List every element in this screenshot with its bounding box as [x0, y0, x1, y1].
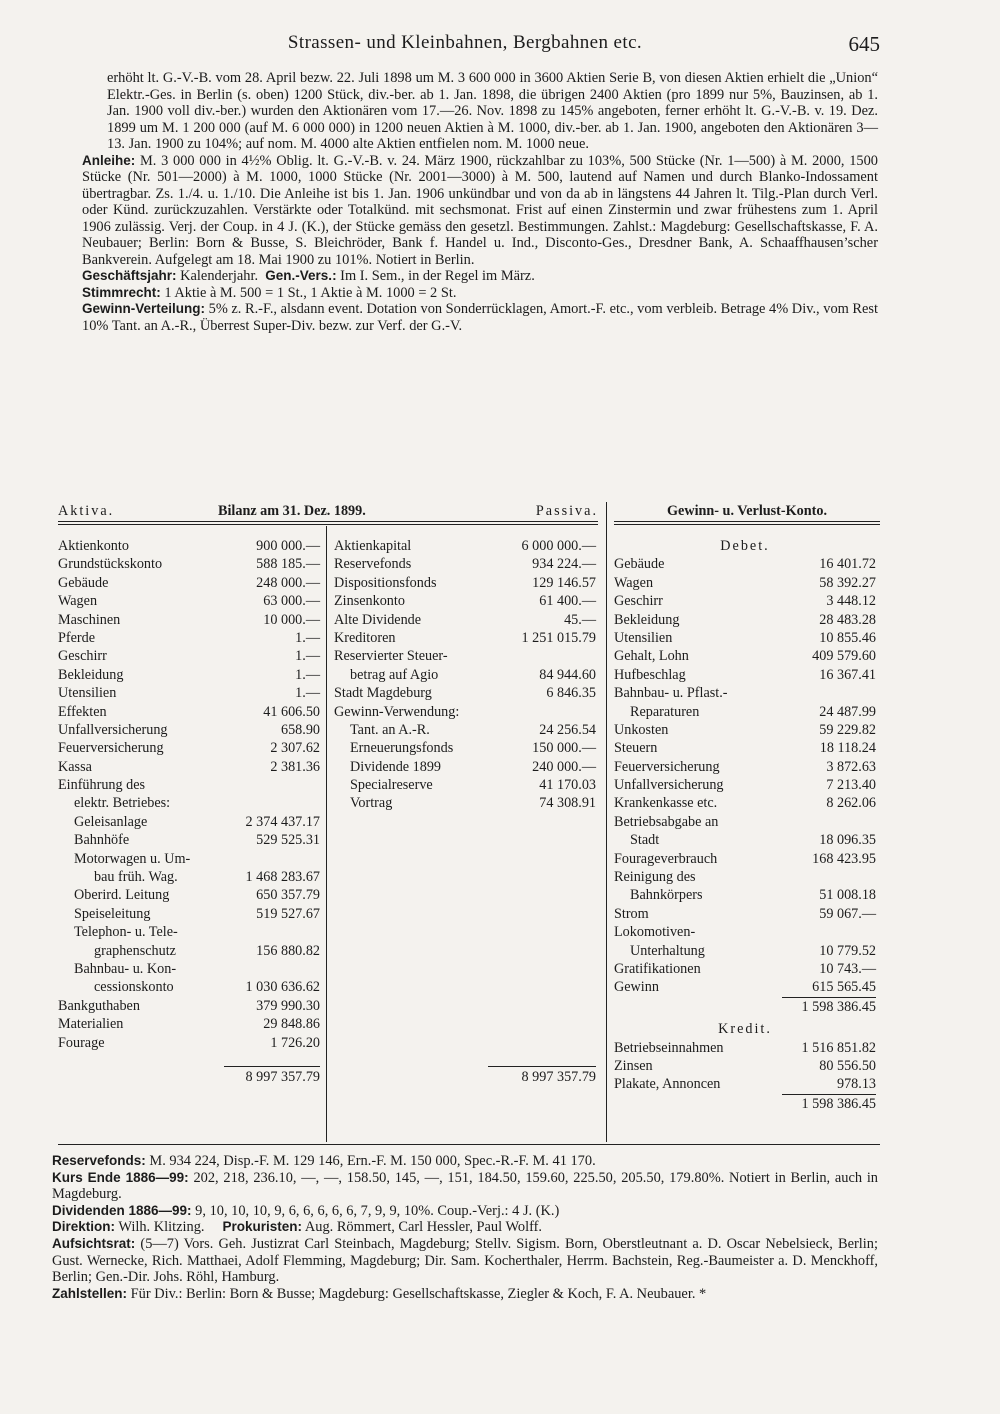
- aktiva-row-amount: 1.—: [295, 629, 320, 646]
- debet-row: [614, 739, 876, 757]
- debet-row: [614, 611, 876, 629]
- geschaeftsjahr-label: Geschäftsjahr:: [82, 268, 177, 283]
- debet-row-amount: 3 448.12: [826, 593, 876, 610]
- aktiva-row-label: Kassa: [58, 758, 92, 775]
- debet-row-amount: 51 008.18: [819, 887, 876, 904]
- passiva-total: 8 997 357.79: [521, 1069, 596, 1085]
- passiva-row: [334, 592, 596, 610]
- kredit-row: [614, 1039, 876, 1057]
- passiva-row-amount: 1 251 015.79: [521, 629, 596, 646]
- debet-row-amount: 24 487.99: [819, 703, 876, 720]
- debet-row-amount: 409 579.60: [812, 648, 876, 665]
- debet-row-label: Bahnbau- u. Pflast.-: [614, 685, 728, 702]
- aktiva-row: [58, 794, 320, 812]
- passiva-row-label: Aktienkapital: [334, 538, 412, 554]
- passiva-label: Passiva.: [535, 503, 598, 519]
- bilanz-title: Bilanz am 31. Dez. 1899.: [218, 503, 366, 519]
- direktion-label: Direktion:: [52, 1219, 116, 1235]
- aktiva-row-label: Bankguthaben: [58, 997, 140, 1014]
- debet-row-amount: 58 392.27: [819, 574, 876, 591]
- zahlstellen-paragraph: [52, 1286, 878, 1303]
- debet-row: [614, 794, 876, 812]
- reservefonds-label: Reservefonds:: [52, 1153, 146, 1168]
- passiva-row-label: Specialreserve: [350, 777, 433, 794]
- passiva-row-amount: 61 400.—: [539, 593, 596, 610]
- passiva-row-amount: 84 944.60: [539, 666, 596, 683]
- passiva-row: [334, 721, 596, 739]
- page-header: [50, 32, 880, 58]
- aktiva-column: [58, 537, 320, 1052]
- aktiva-row-amount: 248 000.—: [256, 574, 320, 591]
- aktiva-row: [58, 721, 320, 739]
- aktiva-row-amount: 156 880.82: [256, 942, 320, 959]
- passiva-row: [334, 776, 596, 794]
- debet-row: [614, 850, 876, 868]
- anleihe-text: M. 3 000 000 in 4½% Oblig. lt. G.-V.-B. v. 24. März 1900, rückzahlbar zu 103%, 500 Stücke (Nr. 1—500) à M. 2000, 1500 Stücke (Nr. 501—2000) à M. 1000, 1000 Stücke (Nr. 2001—3000) à M. 500, lautend auf Namen und durch Blanko-Indossament übertragbar. Zs. 1./4. u. 1./10. Die Anleihe ist bis 1. Jan. 1906 unkündbar und von da ab in längstens 44 Jahren lt. Tilg.-Plan durch Verl. oder Künd. zurückzuzahlen. Verstärkte oder Totalkünd. mit sechsmonat. Frist auf einen Zinstermin und zwar frühestens zum 1. April 1906 zulässig. Verj. der Coup. in 4 J. (K.), der Stücke gemäss den gesetzl. Bestimmungen. Zahlst.: Magdeburg: Gesellschaftskasse, F. A. Neubauer; Berlin: Born & Busse, S. Bleichröder, Bank f. Handel u. Ind., Disconto-Ges., Dresdner Bank, A. Schaaffhausen’scher Bankverein. Aufgelegt am 18. Mai 1900 zu 101%. Notiert in Berlin.: [82, 152, 878, 268]
- aktiva-row: [58, 629, 320, 647]
- aktiva-row: [58, 776, 320, 794]
- aktiva-row-amount: 1 030 636.62: [245, 979, 320, 996]
- kredit-list: [614, 1039, 876, 1094]
- debet-row-label: Lokomotiven-: [614, 924, 696, 941]
- anleihe-paragraph: [82, 153, 878, 269]
- running-title: Strassen- und Kleinbahnen, Bergbahnen etc.: [287, 32, 643, 53]
- passiva-row: [334, 555, 596, 573]
- debet-row-label: Utensilien: [614, 629, 673, 646]
- page-number: 645: [848, 32, 880, 56]
- passiva-row-amount: 45.—: [564, 611, 596, 628]
- company-details-top: [82, 70, 878, 334]
- passiva-row: [334, 574, 596, 592]
- aktiva-row-amount: 529 525.31: [256, 832, 320, 849]
- aktiva-row: [58, 905, 320, 923]
- aktiva-row: [58, 886, 320, 904]
- debet-row-label: Gehalt, Lohn: [614, 648, 689, 665]
- dividenden-line: [52, 1203, 878, 1220]
- kredit-total: 1 598 386.45: [801, 1095, 876, 1112]
- debet-row-label: Betriebsabgabe an: [614, 813, 719, 830]
- debet-row-label: Steuern: [614, 740, 658, 757]
- kredit-label: Kredit.: [718, 1021, 772, 1038]
- aktiva-row-label: bau früh. Wag.: [94, 869, 178, 886]
- kredit-row: [614, 1057, 876, 1075]
- aktiva-row-amount: 588 185.—: [256, 556, 320, 573]
- passiva-sum-rule: [488, 1066, 596, 1067]
- bilanz-top-rule-2: [58, 524, 598, 525]
- aktiva-row-amount: 1.—: [295, 685, 320, 702]
- stimmrecht-text: 1 Aktie à M. 500 = 1 St., 1 Aktie à M. 1000 = 2 St.: [164, 284, 457, 301]
- passiva-total-row: [334, 1068, 596, 1086]
- prokuristen-text: Aug. Römmert, Carl Hessler, Paul Wolff.: [304, 1219, 543, 1236]
- aktiva-row-amount: 2 374 437.17: [245, 813, 320, 830]
- debet-row: [614, 647, 876, 665]
- debet-row-label: Reinigung des: [614, 869, 696, 886]
- bilanz-divider: [326, 526, 327, 1142]
- aktiva-row-amount: 1 468 283.67: [245, 869, 320, 886]
- passiva-row-amount: 129 146.57: [532, 574, 596, 591]
- bilanz-guv-divider: [606, 502, 607, 1142]
- aktiva-row-label: Oberird. Leitung: [74, 887, 170, 904]
- aktiva-row: [58, 850, 320, 868]
- aktiva-row-amount: 1.—: [295, 648, 320, 665]
- aktiva-row-label: Fourage: [58, 1034, 105, 1051]
- passiva-row: [334, 739, 596, 757]
- aktiva-row: [58, 739, 320, 757]
- debet-row-label: Unkosten: [614, 721, 669, 738]
- debet-row: [614, 592, 876, 610]
- geschaeftsjahr-line: [82, 268, 878, 285]
- stimmrecht-line: [82, 285, 878, 302]
- passiva-row-label: Erneuerungsfonds: [350, 740, 454, 757]
- debet-row: [614, 555, 876, 573]
- bilanz-top-rule: [58, 521, 598, 522]
- aufsichtsrat-label: Aufsichtsrat:: [52, 1235, 136, 1251]
- aktiva-row: [58, 611, 320, 629]
- debet-row-amount: 59 067.—: [819, 905, 876, 922]
- kredit-row-label: Zinsen: [614, 1057, 653, 1074]
- aktiva-row-label: Bahnhöfe: [74, 832, 130, 849]
- aktiva-row-label: Materialien: [58, 1016, 124, 1033]
- kurs-label: Kurs Ende 1886—99:: [52, 1169, 189, 1185]
- passiva-row-amount: 150 000.—: [532, 740, 596, 757]
- debet-row-label: Geschirr: [614, 593, 663, 610]
- aktiva-row-label: Bahnbau- u. Kon-: [74, 960, 177, 977]
- passiva-column: [334, 537, 596, 813]
- debet-row: [614, 721, 876, 739]
- debet-row-amount: 18 096.35: [819, 832, 876, 849]
- debet-row-label: Stadt: [630, 832, 660, 849]
- gen-vers-text: Im I. Sem., in der Regel im März.: [340, 268, 535, 284]
- capital-increase-paragraph: erhöht lt. G.-V.-B. vom 28. April bezw. 22. Juli 1898 um M. 3 600 000 in 3600 Aktien Serie B, von diesen Aktien erhielt die „Union“ Elektr.-Ges. in Berlin (s. oben) 1200 Stück, div.-ber. ab 1. Jan. 1898, die übrigen 2400 Aktien (pro 1899 nur 5%, Bauzinsen, ab 1. Jan. 1900 voll div.-ber.) wurden den Aktionären vom 17.—26. Nov. 1898 zu 145% angeboten, ferner erhöht lt. G.-V.-B. v. 19. Dez. 1899 um M. 1 200 000 (auf M. 6 000 000) in 1200 neuen Aktien à M. 1000, div.-ber. ab 1. Jan. 1900, angeboten den Aktionären 3—13. Jan. 1900 zu 104%; auf nom. M. 4000 alte Aktien entfielen nom. M. 1000 neue.: [107, 70, 878, 152]
- passiva-row-amount: 24 256.54: [539, 721, 596, 738]
- aktiva-row: [58, 703, 320, 721]
- aktiva-row-label: Maschinen: [58, 611, 121, 628]
- aktiva-label: Aktiva.: [58, 503, 115, 519]
- aktiva-row: [58, 758, 320, 776]
- passiva-row-amount: 6 000 000.—: [521, 538, 596, 554]
- aktiva-row: [58, 1015, 320, 1033]
- debet-row: [614, 574, 876, 592]
- debet-row-label: Hufbeschlag: [614, 666, 686, 683]
- aktiva-row-amount: 658.90: [280, 721, 320, 738]
- kredit-total-row: [614, 1095, 876, 1113]
- bilanz-header: [58, 502, 598, 522]
- debet-total: 1 598 386.45: [801, 998, 876, 1015]
- zahlstellen-label: Zahlstellen:: [52, 1285, 128, 1301]
- kurs-line: [52, 1170, 878, 1203]
- reservefonds-line: [52, 1153, 878, 1170]
- debet-row-label: Fourageverbrauch: [614, 850, 718, 867]
- aktiva-row-label: Pferde: [58, 629, 96, 646]
- passiva-row: [334, 684, 596, 702]
- aktiva-sum-rule: [224, 1066, 320, 1067]
- passiva-row: [334, 647, 596, 665]
- geschaeftsjahr-text: Kalenderjahr.: [180, 268, 259, 284]
- debet-row-amount: 28 483.28: [819, 611, 876, 628]
- passiva-row-label: Dividende 1899: [350, 758, 442, 775]
- aktiva-row-amount: 63 000.—: [263, 593, 320, 610]
- aktiva-row: [58, 978, 320, 996]
- passiva-row-label: Reservierter Steuer-: [334, 648, 448, 665]
- debet-row: [614, 831, 876, 849]
- kredit-row: [614, 1075, 876, 1093]
- debet-row-label: Feuerversicherung: [614, 758, 720, 775]
- debet-row: [614, 868, 876, 886]
- direktion-line: [52, 1219, 878, 1236]
- passiva-row: [334, 666, 596, 684]
- aktiva-row: [58, 647, 320, 665]
- gewinn-verteilung-label: Gewinn-Verteilung:: [82, 301, 206, 316]
- passiva-row-amount: 934 224.—: [532, 556, 596, 573]
- aktiva-row: [58, 592, 320, 610]
- debet-row-amount: 18 118.24: [819, 740, 876, 757]
- debet-row-label: Strom: [614, 905, 649, 922]
- aktiva-row: [58, 923, 320, 941]
- aktiva-row-label: Gebäude: [58, 574, 109, 591]
- debet-row-amount: 16 367.41: [819, 666, 876, 683]
- zahlstellen-text: Für Div.: Berlin: Born & Busse; Magdeburg: Gesellschaftskasse, Ziegler & Koch, F. A. Neubauer. *: [130, 1285, 707, 1302]
- aktiva-row-label: cessionskonto: [94, 979, 174, 996]
- debet-total-row: [614, 998, 876, 1016]
- aktiva-row-amount: 379 990.30: [256, 997, 320, 1014]
- debet-row-label: Bekleidung: [614, 611, 680, 628]
- debet-row-label: Unfallversicherung: [614, 777, 724, 794]
- kredit-row-amount: 978.13: [836, 1076, 876, 1093]
- debet-row-label: Wagen: [614, 574, 654, 591]
- aktiva-row-amount: 29 848.86: [263, 1016, 320, 1033]
- aktiva-row-label: Motorwagen u. Um-: [74, 850, 191, 867]
- dividenden-text: 9, 10, 10, 10, 9, 6, 6, 6, 6, 6, 7, 9, 9, 10%. Coup.-Verj.: 4 J. (K.): [195, 1202, 560, 1219]
- direktion-text: Wilh. Klitzing.: [118, 1219, 205, 1236]
- debet-row: [614, 703, 876, 721]
- passiva-row: [334, 611, 596, 629]
- aktiva-row-amount: 10 000.—: [263, 611, 320, 628]
- aufsichtsrat-paragraph: [52, 1236, 878, 1286]
- passiva-row-amount: 240 000.—: [532, 758, 596, 775]
- debet-row: [614, 776, 876, 794]
- aktiva-row-label: Feuerversicherung: [58, 740, 164, 757]
- passiva-row-label: Reservefonds: [334, 556, 412, 573]
- kurs-text: 202, 218, 236.10, —, —, 158.50, 145, —, 151, 184.50, 159.60, 225.50, 205.50, 179.80%. Notiert in Berlin, auch in Magdeburg.: [52, 1169, 879, 1203]
- debet-row-label: Unterhaltung: [630, 942, 705, 959]
- aktiva-row-amount: 1 726.20: [270, 1034, 320, 1051]
- aktiva-row-label: Einführung des: [58, 777, 146, 794]
- aktiva-row-label: Geschirr: [58, 648, 107, 665]
- debet-label: Debet.: [720, 538, 770, 554]
- debet-row-amount: 16 401.72: [819, 556, 876, 573]
- debet-row-label: Krankenkasse etc.: [614, 795, 718, 812]
- gewinn-verteilung-text: 5% z. R.-F., alsdann event. Dotation von Sonderrücklagen, Amort.-F. etc., vom verbleib. Betrage 4% Div., vom Rest 10% Tant. an A.-R., Überrest Super-Div. bezw. zur Verf. der G.-V.: [82, 301, 879, 334]
- aktiva-row: [58, 666, 320, 684]
- aktiva-row: [58, 960, 320, 978]
- guv-top-rule: [614, 521, 880, 522]
- passiva-row-label: Kreditoren: [334, 629, 396, 646]
- debet-list: [614, 555, 876, 996]
- aktiva-row-amount: 41 606.50: [263, 703, 320, 720]
- aktiva-row-amount: 650 357.79: [256, 887, 320, 904]
- debet-row: [614, 629, 876, 647]
- tables-bottom-rule: [58, 1144, 880, 1145]
- aktiva-row: [58, 997, 320, 1015]
- guv-column: [614, 537, 876, 1113]
- financial-tables: [58, 502, 880, 1147]
- aktiva-row-label: Grundstückskonto: [58, 556, 163, 573]
- guv-title: Gewinn- u. Verlust-Konto.: [666, 503, 828, 519]
- anleihe-label: Anleihe:: [82, 152, 136, 168]
- aktiva-row-label: Aktienkonto: [58, 538, 129, 554]
- debet-row-label: Bahnkörpers: [630, 887, 703, 904]
- debet-row: [614, 978, 876, 996]
- passiva-row: [334, 794, 596, 812]
- debet-row: [614, 942, 876, 960]
- kredit-row-label: Betriebseinnahmen: [614, 1039, 724, 1056]
- debet-row-amount: 3 872.63: [826, 758, 876, 775]
- aktiva-row-label: Wagen: [58, 593, 98, 610]
- aktiva-row-amount: 2 381.36: [270, 758, 320, 775]
- debet-row: [614, 813, 876, 831]
- aktiva-row: [58, 831, 320, 849]
- debet-row: [614, 758, 876, 776]
- passiva-row-label: Vortrag: [350, 795, 393, 812]
- passiva-row-amount: 41 170.03: [539, 777, 596, 794]
- passiva-row: [334, 703, 596, 721]
- debet-row-label: Reparaturen: [630, 703, 700, 720]
- aktiva-row-label: Speiseleitung: [74, 905, 151, 922]
- aktiva-row-label: Telephon- u. Tele-: [74, 924, 178, 941]
- debet-row: [614, 666, 876, 684]
- debet-row-amount: 168 423.95: [812, 850, 876, 867]
- prokuristen-label: Prokuristen:: [222, 1219, 303, 1235]
- gewinn-verteilung-paragraph: [82, 301, 878, 334]
- aktiva-row: [58, 537, 320, 555]
- passiva-row-amount: 6 846.35: [546, 685, 596, 702]
- debet-row-amount: 10 855.46: [819, 629, 876, 646]
- passiva-row-label: Stadt Magdeburg: [334, 685, 432, 702]
- gen-vers-label: Gen.-Vers.:: [265, 268, 337, 283]
- debet-row-amount: 59 229.82: [819, 721, 876, 738]
- passiva-row-label: Zinsenkonto: [334, 593, 405, 610]
- debet-row: [614, 960, 876, 978]
- dividenden-label: Dividenden 1886—99:: [52, 1202, 192, 1218]
- kredit-row-amount: 1 516 851.82: [801, 1039, 876, 1056]
- debet-row-amount: 7 213.40: [826, 777, 876, 794]
- aktiva-row: [58, 1034, 320, 1052]
- passiva-row-label: betrag auf Agio: [350, 666, 439, 683]
- debet-row: [614, 684, 876, 702]
- aktiva-row-amount: 1.—: [295, 666, 320, 683]
- aktiva-row-amount: 900 000.—: [256, 538, 320, 554]
- kredit-row-amount: 80 556.50: [819, 1057, 876, 1074]
- debet-row-amount: 10 779.52: [819, 942, 876, 959]
- aktiva-row: [58, 684, 320, 702]
- aktiva-row-label: Effekten: [58, 703, 107, 720]
- aufsichtsrat-text: (5—7) Vors. Geh. Justizrat Carl Steinbach, Magdeburg; Stellv. Sigism. Born, Oberstleutnant a. D. Oscar Nebelsieck, Berlin; Gust. Wernecke, Rich. Matthaei, Adolf Flemming, Magdeburg; Dir. Sam. Kocherthaler, Herrm. Bachstein, Reg.-Baumeister a. D. Menckhoff, Berlin; Gen.-Dir. Johs. Röhl, Hamburg.: [52, 1235, 878, 1286]
- aktiva-row-amount: 2 307.62: [270, 740, 320, 757]
- debet-row-label: Gratifikationen: [614, 960, 701, 977]
- aktiva-row: [58, 813, 320, 831]
- passiva-row-amount: 74 308.91: [539, 795, 596, 812]
- debet-row-amount: 10 743.—: [819, 960, 876, 977]
- passiva-row: [334, 537, 596, 555]
- debet-row: [614, 886, 876, 904]
- aktiva-row-label: elektr. Betriebes:: [74, 795, 171, 812]
- passiva-row-label: Gewinn-Verwendung:: [334, 703, 460, 720]
- passiva-row-label: Dispositionsfonds: [334, 574, 437, 591]
- aktiva-total: 8 997 357.79: [245, 1069, 320, 1085]
- aktiva-row: [58, 574, 320, 592]
- aktiva-row-label: Utensilien: [58, 685, 117, 702]
- aktiva-row: [58, 555, 320, 573]
- passiva-row: [334, 758, 596, 776]
- debet-row-label: Gewinn: [614, 979, 659, 996]
- debet-row-amount: 615 565.45: [812, 979, 876, 996]
- debet-row: [614, 905, 876, 923]
- passiva-row-label: Alte Dividende: [334, 611, 422, 628]
- aktiva-total-row: [58, 1068, 320, 1086]
- stimmrecht-label: Stimmrecht:: [82, 284, 161, 300]
- passiva-row-label: Tant. an A.-R.: [350, 721, 430, 738]
- aktiva-row-label: Bekleidung: [58, 666, 124, 683]
- aktiva-row-amount: 519 527.67: [256, 905, 320, 922]
- company-details-bottom: [52, 1153, 878, 1302]
- debet-row-amount: 8 262.06: [826, 795, 876, 812]
- aktiva-row: [58, 868, 320, 886]
- aktiva-row-label: Geleisanlage: [74, 813, 148, 830]
- passiva-row: [334, 629, 596, 647]
- kredit-row-label: Plakate, Annoncen: [614, 1076, 721, 1093]
- aktiva-row: [58, 942, 320, 960]
- guv-top-rule-2: [614, 524, 880, 525]
- reservefonds-text: M. 934 224, Disp.-F. M. 129 146, Ern.-F. M. 150 000, Spec.-R.-F. M. 41 170.: [149, 1153, 596, 1169]
- aktiva-row-label: graphenschutz: [94, 942, 176, 959]
- debet-row-label: Gebäude: [614, 556, 665, 573]
- debet-row: [614, 923, 876, 941]
- aktiva-row-label: Unfallversicherung: [58, 721, 168, 738]
